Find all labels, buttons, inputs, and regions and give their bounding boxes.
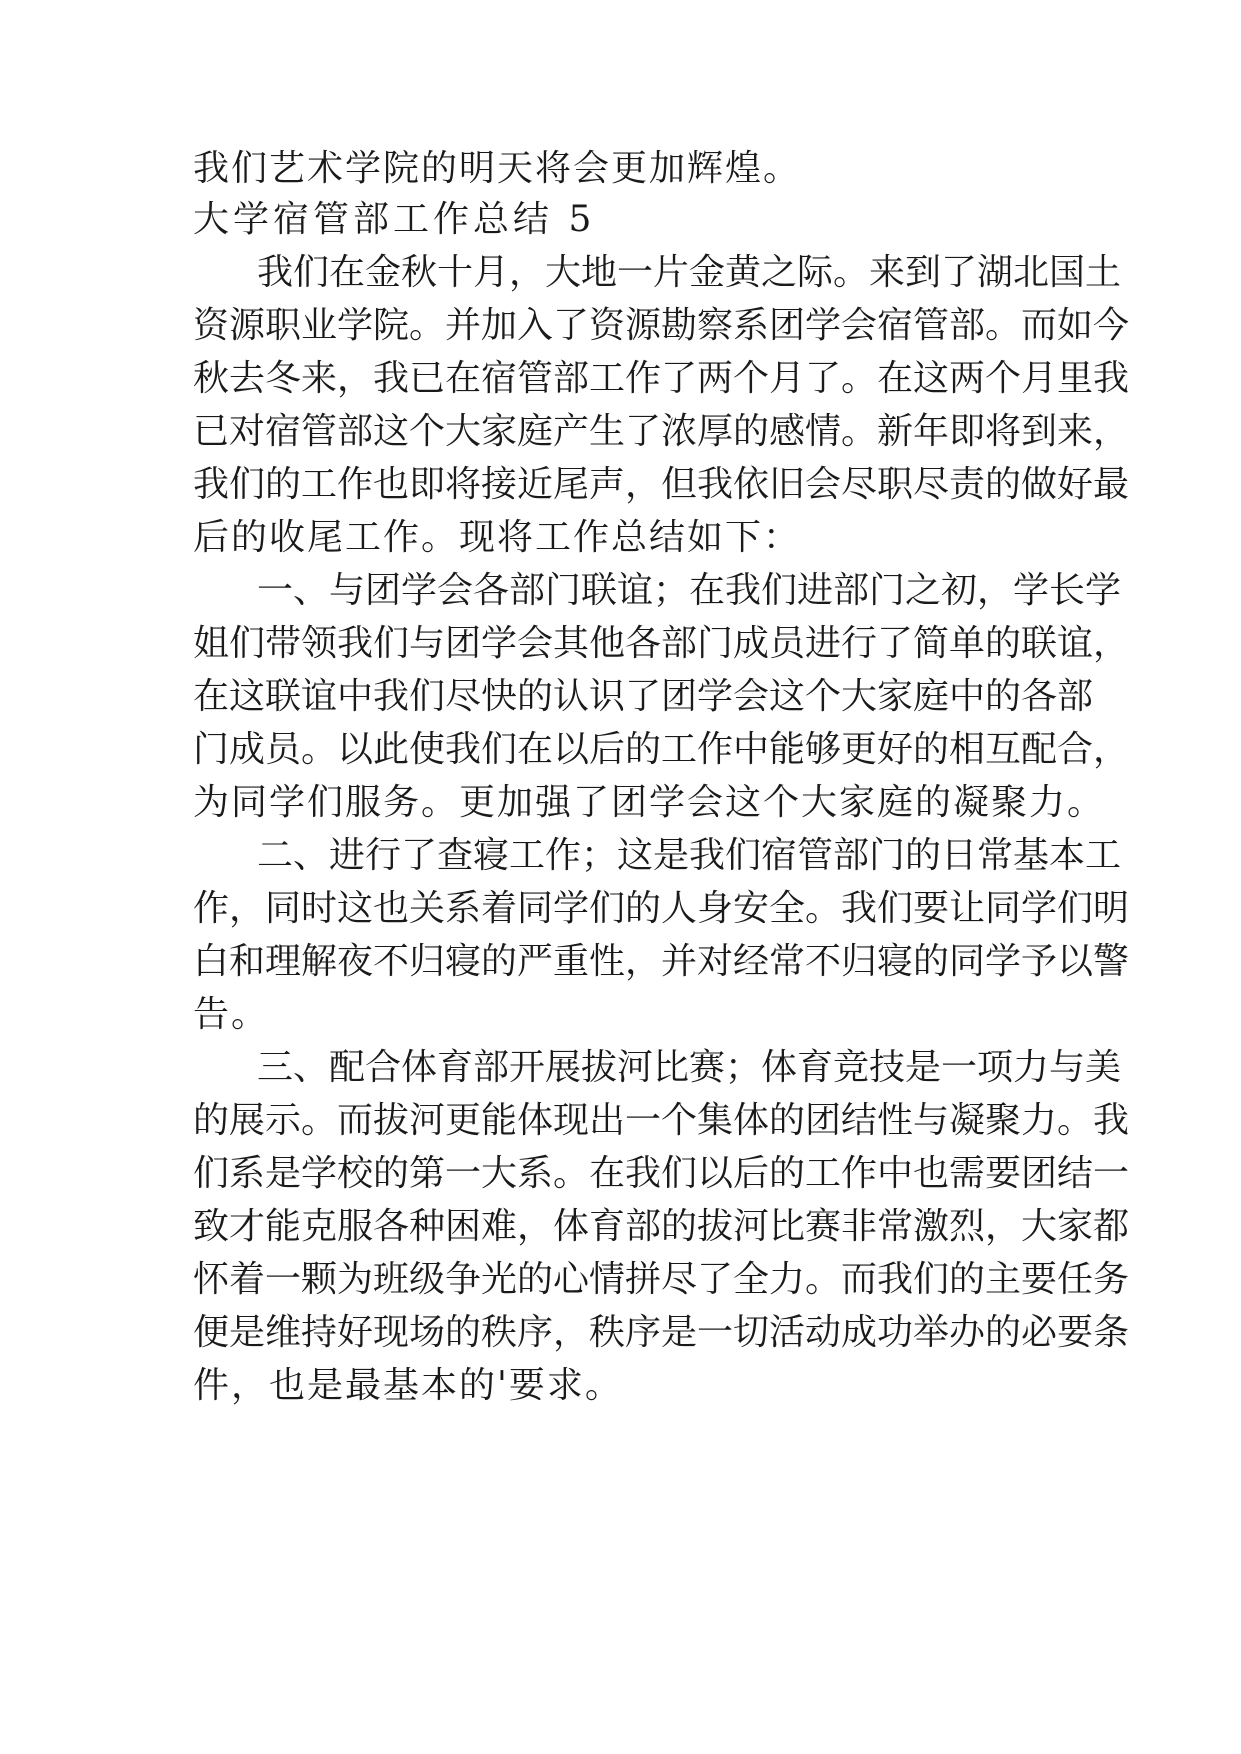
text-line: 致才能克服各种困难，体育部的拔河比赛非常激烈，大家都	[193, 1206, 1130, 1247]
text-line: 在这联谊中我们尽快的认识了团学会这个大家庭中的各部	[193, 676, 1094, 717]
text-line: 为同学们服务。更加强了团学会这个大家庭的凝聚力。	[193, 782, 1106, 823]
text-line: 秋去冬来，我已在宿管部工作了两个月了。在这两个月里我	[193, 358, 1130, 399]
text-line: 白和理解夜不归寝的严重性，并对经常不归寝的同学予以警	[193, 941, 1130, 982]
text-line: 件，也是最基本的'要求。	[193, 1365, 623, 1406]
text-line: 的展示。而拔河更能体现出一个集体的团结性与凝聚力。我	[193, 1100, 1130, 1141]
text-line: 们系是学校的第一大系。在我们以后的工作中也需要团结一	[193, 1153, 1130, 1194]
text-line: 后的收尾工作。现将工作总结如下：	[193, 517, 802, 558]
text-line: 我们的工作也即将接近尾声，但我依旧会尽职尽责的做好最	[193, 464, 1130, 505]
text-line: 怀着一颗为班级争光的心情拼尽了全力。而我们的主要任务	[193, 1259, 1130, 1300]
section-title: 大学宿管部工作总结 5	[193, 199, 596, 240]
text-line: 一、与团学会各部门联谊；在我们进部门之初，学长学	[257, 570, 1122, 611]
paragraph-closing-line: 我们艺术学院的明天将会更加辉煌。	[193, 148, 802, 189]
text-line: 二、进行了查寝工作；这是我们宿管部门的日常基本工	[257, 835, 1122, 876]
text-line: 作，同时这也关系着同学们的人身安全。我们要让同学们明	[193, 888, 1130, 929]
text-line: 告。	[193, 994, 270, 1035]
text-line: 已对宿管部这个大家庭产生了浓厚的感情。新年即将到来，	[193, 411, 1130, 452]
text-line: 姐们带领我们与团学会其他各部门成员进行了简单的联谊，	[193, 623, 1130, 664]
text-line: 三、配合体育部开展拔河比赛；体育竞技是一项力与美	[257, 1047, 1122, 1088]
text-line: 资源职业学院。并加入了资源勘察系团学会宿管部。而如今	[193, 305, 1130, 346]
text-line: 我们在金秋十月，大地一片金黄之际。来到了湖北国土	[257, 252, 1122, 293]
text-line: 便是维持好现场的秩序，秩序是一切活动成功举办的必要条	[193, 1312, 1130, 1353]
text-line: 门成员。以此使我们在以后的工作中能够更好的相互配合，	[193, 729, 1130, 770]
